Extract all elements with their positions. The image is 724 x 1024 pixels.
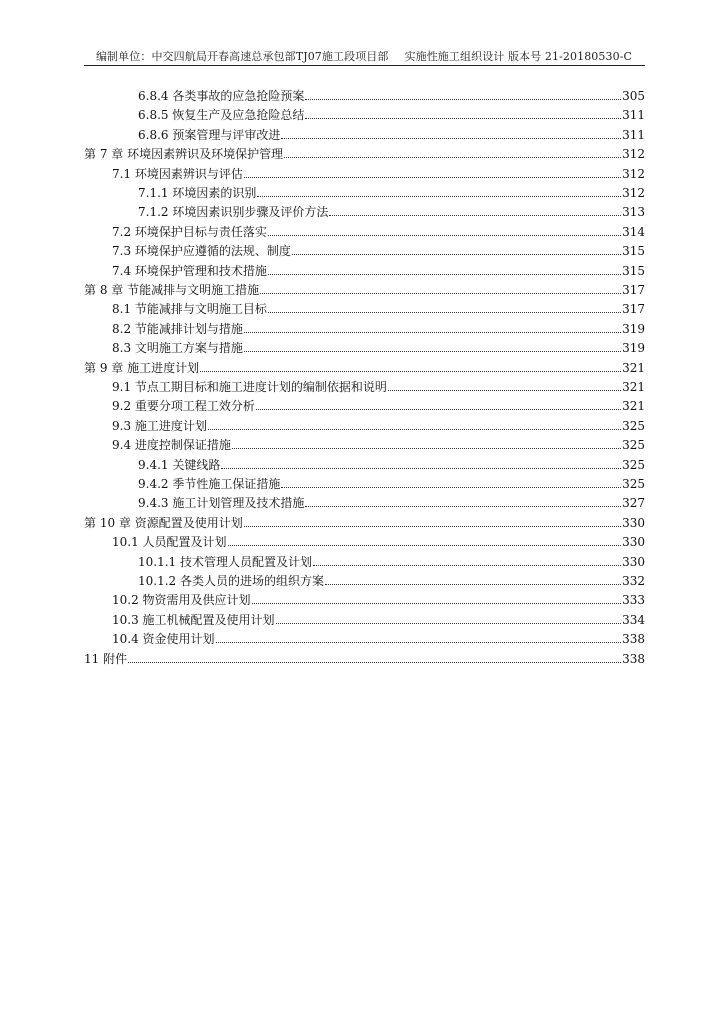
toc-dot-leader xyxy=(128,662,621,663)
toc-entry-title: 9.4 进度控制保证措施 xyxy=(112,438,231,453)
toc-entry-title: 6.8.6 预案管理与评审改进 xyxy=(138,127,281,142)
toc-entry-page-number: 325 xyxy=(622,418,645,433)
toc-entry-page-number: 333 xyxy=(622,593,645,608)
toc-entry[interactable] xyxy=(112,395,645,413)
toc-entry-title: 9.4.2 季节性施工保证措施 xyxy=(138,477,281,491)
toc-entry-title: 7.1 环境因素辨识与评估 xyxy=(112,166,243,181)
toc-entry[interactable] xyxy=(112,163,645,181)
toc-entry[interactable] xyxy=(112,260,645,278)
toc-entry[interactable] xyxy=(138,492,645,510)
toc-dot-leader xyxy=(325,584,621,585)
toc-dot-leader xyxy=(281,138,621,139)
toc-entry-title: 7.4 环境保护管理和技术措施 xyxy=(112,263,267,278)
toc-dot-leader xyxy=(256,409,621,410)
toc-entry-page-number: 319 xyxy=(622,321,645,336)
toc-entry-title: 10.1.2 各类人员的进场的组织方案 xyxy=(138,574,324,588)
toc-dot-leader xyxy=(232,448,621,449)
toc-dot-leader xyxy=(268,312,621,313)
toc-entry-page-number: 305 xyxy=(622,89,645,103)
toc-entry[interactable] xyxy=(112,589,645,607)
toc-dot-leader xyxy=(305,99,621,100)
toc-entry[interactable] xyxy=(112,337,645,355)
toc-entry-title: 11 附件 xyxy=(84,651,128,666)
toc-entry[interactable] xyxy=(138,124,645,142)
toc-entry-page-number: 338 xyxy=(622,651,645,666)
toc-dot-leader xyxy=(216,642,622,643)
toc-entry[interactable] xyxy=(138,104,645,122)
toc-dot-leader xyxy=(221,468,621,469)
toc-entry-title: 10.3 施工机械配置及使用计划 xyxy=(112,612,275,627)
toc-dot-leader xyxy=(281,487,621,488)
toc-dot-leader xyxy=(268,274,621,275)
toc-entry[interactable] xyxy=(112,298,645,316)
toc-dot-leader xyxy=(208,429,621,430)
toc-entry[interactable] xyxy=(84,357,645,375)
toc-entry[interactable] xyxy=(84,143,645,161)
toc-entry[interactable] xyxy=(112,609,645,627)
toc-entry-page-number: 317 xyxy=(622,283,645,297)
toc-dot-leader xyxy=(244,332,621,333)
toc-entry[interactable] xyxy=(112,531,645,549)
toc-dot-leader xyxy=(268,235,621,236)
toc-dot-leader xyxy=(292,254,621,255)
toc-dot-leader xyxy=(313,565,621,566)
toc-dot-leader xyxy=(228,545,622,546)
toc-entry-page-number: 334 xyxy=(622,612,645,627)
toc-entry-title: 第 8 章 节能减排与文明施工措施 xyxy=(84,283,260,297)
toc-entry-title: 9.4.1 关键线路 xyxy=(138,457,221,472)
toc-entry-title: 8.2 节能减排计划与措施 xyxy=(112,321,243,336)
toc-entry[interactable] xyxy=(112,415,645,433)
toc-entry-title: 7.1.1 环境因素的识别 xyxy=(138,186,257,200)
toc-dot-leader xyxy=(260,293,621,294)
toc-entry-page-number: 325 xyxy=(622,477,645,491)
toc-entry-page-number: 338 xyxy=(622,632,645,647)
toc-entry-page-number: 313 xyxy=(622,205,645,220)
toc-dot-leader xyxy=(284,157,621,158)
toc-dot-leader xyxy=(276,623,622,624)
toc-entry-page-number: 311 xyxy=(622,108,645,123)
toc-entry-title: 6.8.4 各类事故的应急抢险预案 xyxy=(138,89,305,103)
toc-entry-page-number: 311 xyxy=(622,127,645,142)
toc-dot-leader xyxy=(252,603,622,604)
toc-entry-title: 9.1 节点工期目标和施工进度计划的编制依据和说明 xyxy=(112,380,387,394)
toc-dot-leader xyxy=(244,351,621,352)
toc-entry-page-number: 314 xyxy=(622,224,645,239)
toc-entry[interactable] xyxy=(112,434,645,452)
toc-entry[interactable] xyxy=(112,221,645,239)
toc-entry-title: 10.4 资金使用计划 xyxy=(112,632,215,647)
header-version: 实施性施工组织设计 版本号 21-20180530-C xyxy=(404,50,633,63)
toc-entry[interactable] xyxy=(138,454,645,472)
header-organization: 编制单位：中交四航局开春高速总承包部TJ07施工段项目部 xyxy=(95,50,389,63)
toc-entry-title: 9.3 施工进度计划 xyxy=(112,418,207,433)
toc-dot-leader xyxy=(305,118,621,119)
toc-entry-title: 第 7 章 环境因素辨识及环境保护管理 xyxy=(84,147,284,162)
toc-entry[interactable] xyxy=(138,201,645,219)
toc-entry-page-number: 312 xyxy=(622,166,645,181)
toc-entry-page-number: 315 xyxy=(622,244,645,259)
toc-entry-page-number: 325 xyxy=(622,438,645,453)
toc-entry[interactable] xyxy=(112,376,645,394)
toc-dot-leader xyxy=(388,390,621,391)
toc-entry-title: 8.1 节能减排与文明施工目标 xyxy=(112,302,267,317)
toc-entry-page-number: 330 xyxy=(622,554,645,569)
toc-entry-title: 10.2 物资需用及供应计划 xyxy=(112,593,251,608)
toc-dot-leader xyxy=(244,177,621,178)
toc-entry-title: 9.2 重要分项工程工效分析 xyxy=(112,399,255,414)
toc-entry-title: 6.8.5 恢复生产及应急抢险总结 xyxy=(138,108,305,123)
toc-entry-page-number: 321 xyxy=(622,360,645,375)
toc-entry[interactable] xyxy=(138,473,645,491)
toc-entry-title: 10.1.1 技术管理人员配置及计划 xyxy=(138,554,312,569)
toc-entry-page-number: 325 xyxy=(622,457,645,472)
toc-entry-title: 第 9 章 施工进度计划 xyxy=(84,360,200,375)
toc-entry[interactable] xyxy=(112,318,645,336)
toc-entry-title: 第 10 章 资源配置及使用计划 xyxy=(84,515,243,530)
toc-entry-title: 7.3 环境保护应遵循的法规、制度 xyxy=(112,244,291,259)
toc-entry-page-number: 332 xyxy=(622,574,645,588)
toc-entry-page-number: 315 xyxy=(622,263,645,278)
header-divider xyxy=(84,65,645,66)
page-header xyxy=(84,50,644,63)
toc-entry-page-number: 312 xyxy=(622,186,645,200)
toc-entry[interactable] xyxy=(84,512,645,530)
toc-entry-page-number: 317 xyxy=(622,302,645,317)
toc-entry[interactable] xyxy=(138,182,645,200)
toc-dot-leader xyxy=(329,215,621,216)
toc-entry-page-number: 319 xyxy=(622,341,645,356)
toc-entry-page-number: 330 xyxy=(622,535,645,550)
toc-entry[interactable] xyxy=(138,570,645,588)
toc-entry-title: 8.3 文明施工方案与措施 xyxy=(112,341,243,356)
toc-entry[interactable] xyxy=(112,628,645,646)
toc-entry[interactable] xyxy=(138,551,645,569)
toc-entry-title: 7.2 环境保护目标与责任落实 xyxy=(112,224,267,239)
toc-entry-page-number: 327 xyxy=(622,496,645,511)
toc-entry-page-number: 321 xyxy=(622,380,645,394)
toc-entry[interactable] xyxy=(84,648,645,666)
toc-entry[interactable] xyxy=(112,240,645,258)
toc-dot-leader xyxy=(244,526,621,527)
toc-entry-title: 10.1 人员配置及计划 xyxy=(112,535,227,550)
toc-entry[interactable] xyxy=(84,279,645,297)
toc-dot-leader xyxy=(257,196,621,197)
toc-dot-leader xyxy=(305,506,621,507)
toc-dot-leader xyxy=(200,371,621,372)
toc-entry-page-number: 312 xyxy=(622,147,645,162)
toc-entry-title: 7.1.2 环境因素识别步骤及评价方法 xyxy=(138,205,329,220)
toc-entry-title: 9.4.3 施工计划管理及技术措施 xyxy=(138,496,305,511)
toc-entry-page-number: 321 xyxy=(622,399,645,414)
toc-entry-page-number: 330 xyxy=(622,515,645,530)
toc-entry[interactable] xyxy=(138,85,645,103)
